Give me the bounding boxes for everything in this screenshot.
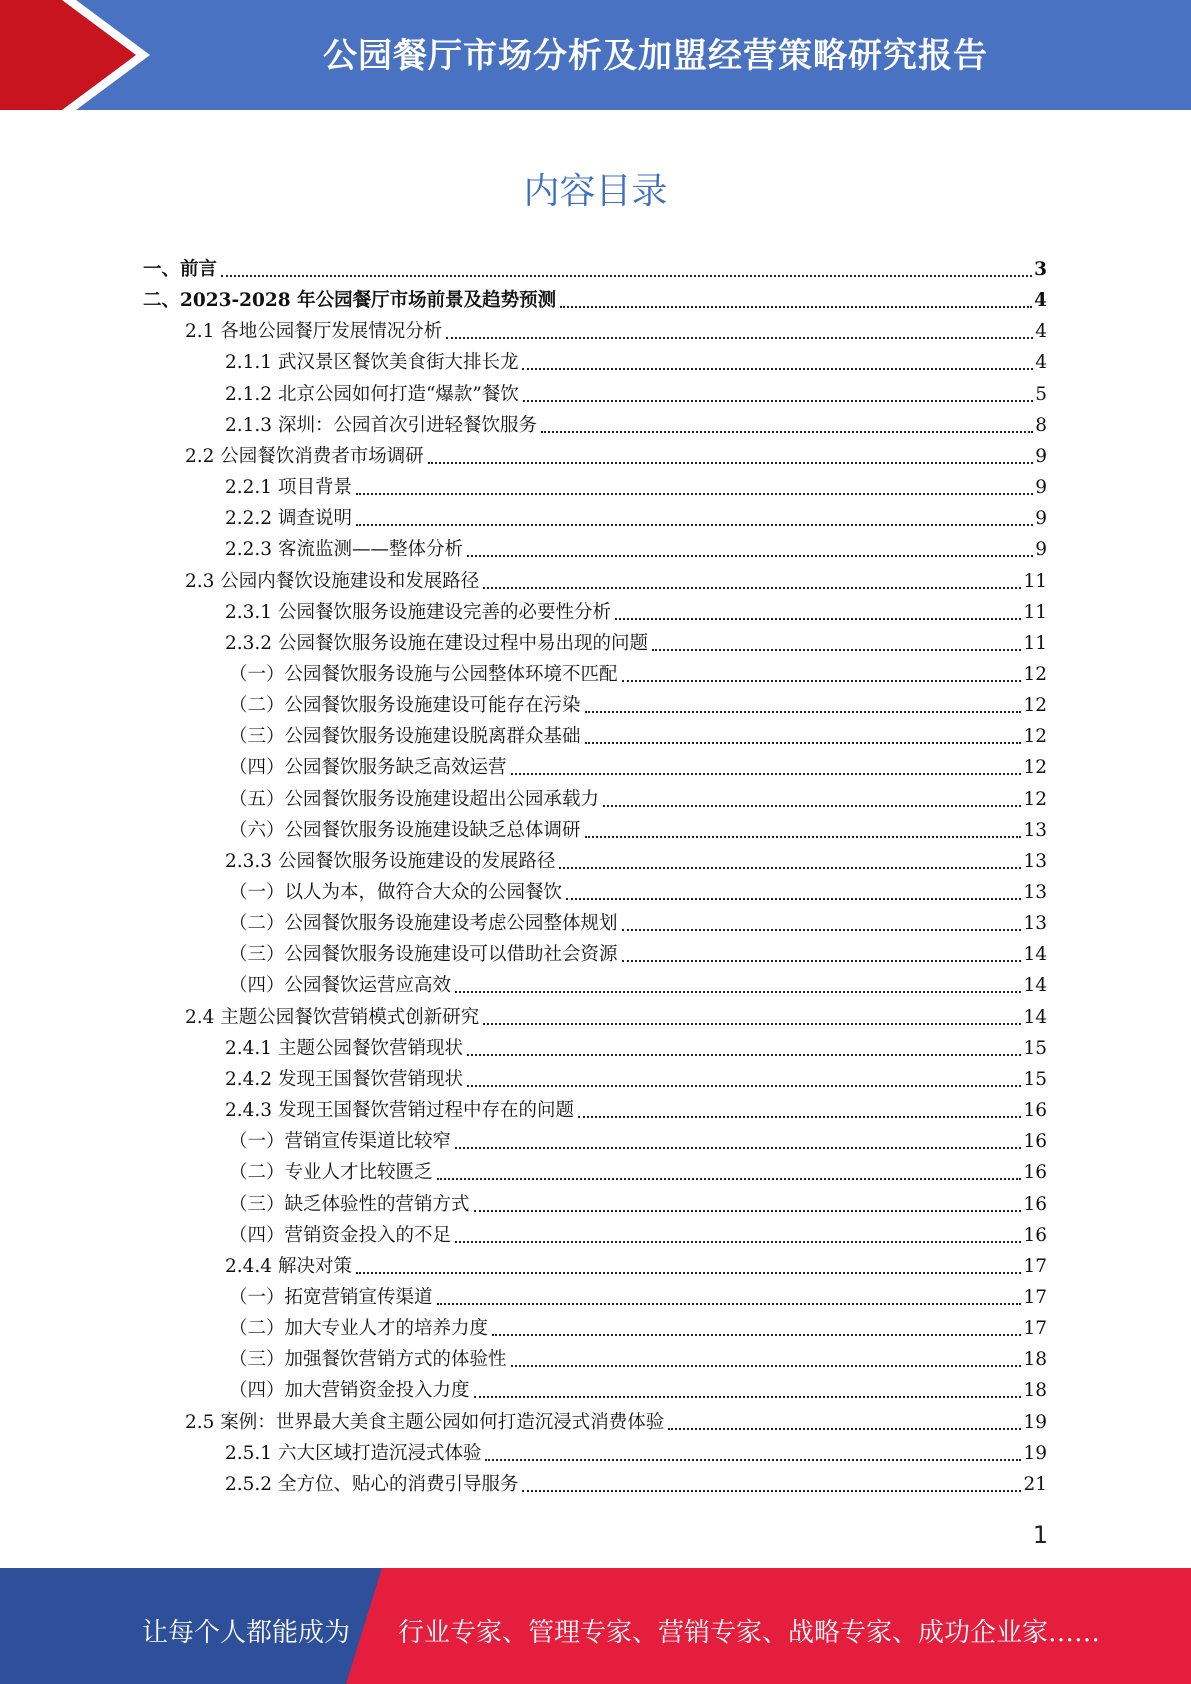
toc-entry[interactable]: [225, 470, 1047, 500]
toc-entry-label: （二）公园餐饮服务设施建设考虑公园整体规划: [229, 913, 618, 935]
toc-entry[interactable]: [229, 688, 1047, 718]
toc-entry[interactable]: [229, 1373, 1047, 1403]
toc-entry-label: （一）营销宣传渠道比较窄: [229, 1131, 452, 1153]
toc-entry-page: 11: [1023, 570, 1047, 592]
toc-entry[interactable]: [225, 501, 1047, 531]
toc-entry-label: 2.3 公园内餐饮设施建设和发展路径: [185, 570, 480, 592]
toc-entry-page: 11: [1023, 601, 1047, 623]
toc-entry-page: 4: [1035, 321, 1047, 343]
toc-dot-leader: [511, 1364, 1022, 1367]
toc-dot-leader: [511, 772, 1022, 775]
toc-dot-leader: [467, 1053, 1021, 1056]
toc-entry-page: 9: [1035, 445, 1047, 467]
toc-entry-label: （五）公园餐饮服务设施建设超出公园承载力: [229, 788, 600, 810]
toc-entry-page: 18: [1023, 1349, 1047, 1371]
toc-entry-page: 17: [1023, 1286, 1047, 1308]
toc-dot-leader: [622, 928, 1022, 931]
toc-entry-page: 15: [1023, 1037, 1047, 1059]
toc-entry-page: 13: [1023, 882, 1047, 903]
toc-entry-label: 2.1.1 武汉景区餐饮美食街大排长龙: [225, 352, 519, 374]
toc-entry-label: 2.3.1 公园餐饮服务设施建设完善的必要性分析: [225, 601, 611, 623]
toc-entry[interactable]: [185, 314, 1047, 344]
toc-entry[interactable]: [225, 595, 1047, 625]
toc-entry[interactable]: [225, 1436, 1047, 1466]
toc-entry-page: 5: [1035, 383, 1047, 405]
toc-entry-label: （三）缺乏体验性的营销方式: [229, 1193, 470, 1215]
toc-entry[interactable]: [229, 968, 1047, 998]
toc-entry[interactable]: [229, 906, 1047, 936]
toc-entry-label: 2.2.3 客流监测——整体分析: [225, 539, 463, 561]
toc-dot-leader: [578, 1115, 1021, 1118]
toc-entry-page: 4: [1034, 290, 1047, 312]
toc-entry[interactable]: [143, 252, 1047, 282]
toc-entry-page: 4: [1035, 352, 1047, 374]
toc-entry-label: 2.4.3 发现王国餐饮营销过程中存在的问题: [225, 1100, 574, 1122]
toc-dot-leader: [603, 804, 1021, 807]
toc-entry-page: 15: [1023, 1068, 1047, 1090]
toc-entry[interactable]: [225, 844, 1047, 874]
toc-entry-page: 16: [1023, 1162, 1047, 1184]
toc-dot-leader: [522, 367, 1033, 370]
toc-dot-leader: [474, 1395, 1022, 1398]
toc-entry-label: （一）公园餐饮服务设施与公园整体环境不匹配: [229, 663, 618, 685]
page-number: 1: [1032, 1521, 1048, 1549]
toc-entry[interactable]: [229, 782, 1047, 812]
toc-entry-page: 21: [1023, 1473, 1047, 1495]
toc-entry-label: 2.5 案例：世界最大美食主题公园如何打造沉浸式消费体验: [185, 1411, 665, 1433]
toc-entry[interactable]: [229, 1155, 1047, 1185]
toc-entry-page: 8: [1035, 414, 1047, 436]
toc-entry-label: 2.3.3 公园餐饮服务设施建设的发展路径: [225, 850, 556, 872]
toc-entry-label: 2.4 主题公园餐饮营销模式创新研究: [185, 1006, 480, 1028]
toc-entry-page: 19: [1023, 1411, 1047, 1433]
toc-entry[interactable]: [225, 532, 1047, 562]
toc-entry-label: 2.4.2 发现王国餐饮营销现状: [225, 1068, 463, 1090]
toc-entry-label: 2.2 公园餐饮消费者市场调研: [185, 445, 424, 467]
toc-dot-leader: [615, 617, 1021, 620]
toc-entry[interactable]: [225, 408, 1047, 438]
toc-dot-leader: [455, 990, 1021, 993]
toc-dot-leader: [455, 1146, 1021, 1149]
toc-dot-leader: [559, 866, 1021, 869]
toc-entry[interactable]: [185, 439, 1047, 469]
toc-entry-page: 14: [1023, 975, 1047, 997]
toc-entry-page: 17: [1023, 1255, 1047, 1277]
toc-entry-label: 2.2.2 调查说明: [225, 508, 352, 530]
toc-dot-leader: [560, 305, 1032, 308]
toc-dot-leader: [483, 586, 1021, 589]
toc-entry-page: 9: [1035, 477, 1047, 499]
toc-entry[interactable]: [229, 657, 1047, 687]
toc-entry[interactable]: [229, 1280, 1047, 1310]
toc-dot-leader: [356, 523, 1033, 526]
toc-entry-label: 2.5.1 六大区域打造沉浸式体验: [225, 1442, 482, 1464]
toc-entry-page: 16: [1023, 1224, 1047, 1246]
toc-dot-leader: [356, 1271, 1022, 1274]
toc-entry[interactable]: [185, 1405, 1047, 1435]
toc-entry[interactable]: [225, 377, 1047, 407]
toc-dot-leader: [221, 274, 1032, 277]
toc-entry[interactable]: [229, 1187, 1047, 1217]
toc-dot-leader: [467, 554, 1033, 557]
toc-entry[interactable]: [225, 1093, 1047, 1123]
toc-entry-page: 16: [1023, 1193, 1047, 1215]
toc-entry[interactable]: [225, 1249, 1047, 1279]
toc-dot-leader: [522, 1489, 1021, 1492]
header-red-chevron: [0, 0, 136, 110]
toc-entry-page: 13: [1023, 913, 1047, 935]
toc-entry[interactable]: [185, 564, 1047, 594]
toc-entry-page: 18: [1023, 1380, 1047, 1402]
toc-entry-page: 13: [1023, 850, 1047, 872]
toc-entry-page: 17: [1023, 1318, 1047, 1340]
toc-entry-label: （二）专业人才比较匮乏: [229, 1162, 433, 1184]
toc-dot-leader: [356, 492, 1033, 495]
toc-entry[interactable]: [229, 937, 1047, 967]
toc-entry[interactable]: [225, 1467, 1047, 1497]
toc-dot-leader: [437, 1302, 1022, 1305]
toc-entry-page: 9: [1035, 539, 1047, 561]
toc-dot-leader: [428, 461, 1033, 464]
toc-dot-leader: [467, 1084, 1021, 1087]
toc-dot-leader: [585, 710, 1022, 713]
toc-entry-page: 3: [1034, 259, 1047, 280]
toc-title: 内容目录: [523, 171, 668, 212]
toc-entry-page: 12: [1023, 695, 1047, 717]
toc-entry-page: 19: [1023, 1442, 1047, 1464]
toc-dot-leader: [446, 336, 1033, 339]
toc-dot-leader: [541, 430, 1033, 433]
toc-dot-leader: [474, 1209, 1022, 1212]
toc-entry-page: 16: [1023, 1131, 1047, 1153]
toc-dot-leader: [485, 1458, 1021, 1461]
toc-entry[interactable]: [229, 813, 1047, 843]
toc-entry-page: 12: [1023, 788, 1047, 810]
toc-dot-leader: [437, 1177, 1022, 1180]
toc-entry-label: （四）公园餐饮运营应高效: [229, 975, 452, 997]
toc-entry-page: 16: [1023, 1100, 1047, 1122]
toc-entry[interactable]: [229, 1342, 1047, 1372]
toc-entry[interactable]: [229, 750, 1047, 780]
toc-entry-label: （三）加强餐饮营销方式的体验性: [229, 1349, 507, 1371]
toc-dot-leader: [585, 741, 1022, 744]
toc-entry[interactable]: [225, 626, 1047, 656]
toc-entry-label: （四）营销资金投入的不足: [229, 1224, 452, 1246]
toc-dot-leader: [492, 1333, 1021, 1336]
toc-dot-leader: [668, 1427, 1021, 1430]
toc-entry-label: （二）加大专业人才的培养力度: [229, 1318, 489, 1340]
toc-entry-page: 12: [1023, 757, 1047, 779]
toc-entry[interactable]: [225, 1062, 1047, 1092]
toc-dot-leader: [523, 399, 1033, 402]
toc-dot-leader: [455, 1240, 1021, 1243]
toc-dot-leader: [652, 648, 1021, 651]
footer-slogan-left: 让每个人都能成为: [142, 1618, 351, 1648]
toc-entry[interactable]: [185, 1000, 1047, 1030]
toc-entry-label: 2.1.3 深圳：公园首次引进轻餐饮服务: [225, 414, 537, 436]
toc-entry[interactable]: [225, 345, 1047, 375]
toc-entry[interactable]: [229, 1124, 1047, 1154]
header-banner: [0, 0, 1191, 110]
toc-dot-leader: [483, 1022, 1021, 1025]
toc-entry-label: 2.5.2 全方位、贴心的消费引导服务: [225, 1473, 519, 1495]
toc-entry-label: 2.2.1 项目背景: [225, 477, 352, 499]
toc-dot-leader: [622, 959, 1022, 962]
toc-entry[interactable]: [225, 1031, 1047, 1061]
footer-banner: [0, 1568, 1191, 1684]
toc-dot-leader: [622, 679, 1022, 682]
report-title: 公园餐厅市场分析及加盟经营策略研究报告: [323, 36, 988, 76]
toc-entry-page: 14: [1023, 1006, 1047, 1028]
toc-entry[interactable]: [229, 1311, 1047, 1341]
toc-dot-leader: [585, 835, 1022, 838]
toc-entry-label: 一、前言: [143, 259, 218, 280]
toc-entry-label: 二、2023-2028 年公园餐厅市场前景及趋势预测: [143, 290, 557, 312]
toc-entry-label: 2.3.2 公园餐饮服务设施在建设过程中易出现的问题: [225, 632, 648, 654]
toc-entry[interactable]: [229, 1218, 1047, 1248]
toc-entry-label: （一）以人为本，做符合大众的公园餐饮: [229, 882, 563, 903]
toc-entry-page: 13: [1023, 819, 1047, 841]
toc-entry-label: 2.4.1 主题公园餐饮营销现状: [225, 1037, 463, 1059]
footer-slogan-right: 行业专家、管理专家、营销专家、战略专家、成功企业家……: [398, 1618, 1101, 1648]
toc-entry-label: 2.4.4 解决对策: [225, 1255, 352, 1277]
toc-entry-page: 12: [1023, 663, 1047, 685]
toc-entry-label: （三）公园餐饮服务设施建设可以借助社会资源: [229, 944, 618, 966]
toc-entry-label: （六）公园餐饮服务设施建设缺乏总体调研: [229, 819, 581, 841]
toc-entry-label: 2.1.2 北京公园如何打造“爆款”餐饮: [225, 383, 519, 405]
toc-entry-page: 14: [1023, 944, 1047, 966]
toc-entry-page: 11: [1023, 632, 1047, 654]
toc-entry[interactable]: [229, 875, 1047, 905]
toc-entry-label: 2.1 各地公园餐厅发展情况分析: [185, 321, 443, 343]
toc-entry-label: （四）加大营销资金投入力度: [229, 1380, 470, 1402]
toc-dot-leader: [566, 897, 1021, 900]
toc-entry-label: （二）公园餐饮服务设施建设可能存在污染: [229, 695, 581, 717]
toc-entry-page: 12: [1023, 726, 1047, 748]
toc-entry-page: 9: [1035, 508, 1047, 530]
toc-entry[interactable]: [143, 283, 1047, 313]
toc-entry[interactable]: [229, 719, 1047, 749]
toc-entry-label: （三）公园餐饮服务设施建设脱离群众基础: [229, 726, 581, 748]
toc-entry-label: （一）拓宽营销宣传渠道: [229, 1286, 433, 1308]
toc-entry-label: （四）公园餐饮服务缺乏高效运营: [229, 757, 507, 779]
